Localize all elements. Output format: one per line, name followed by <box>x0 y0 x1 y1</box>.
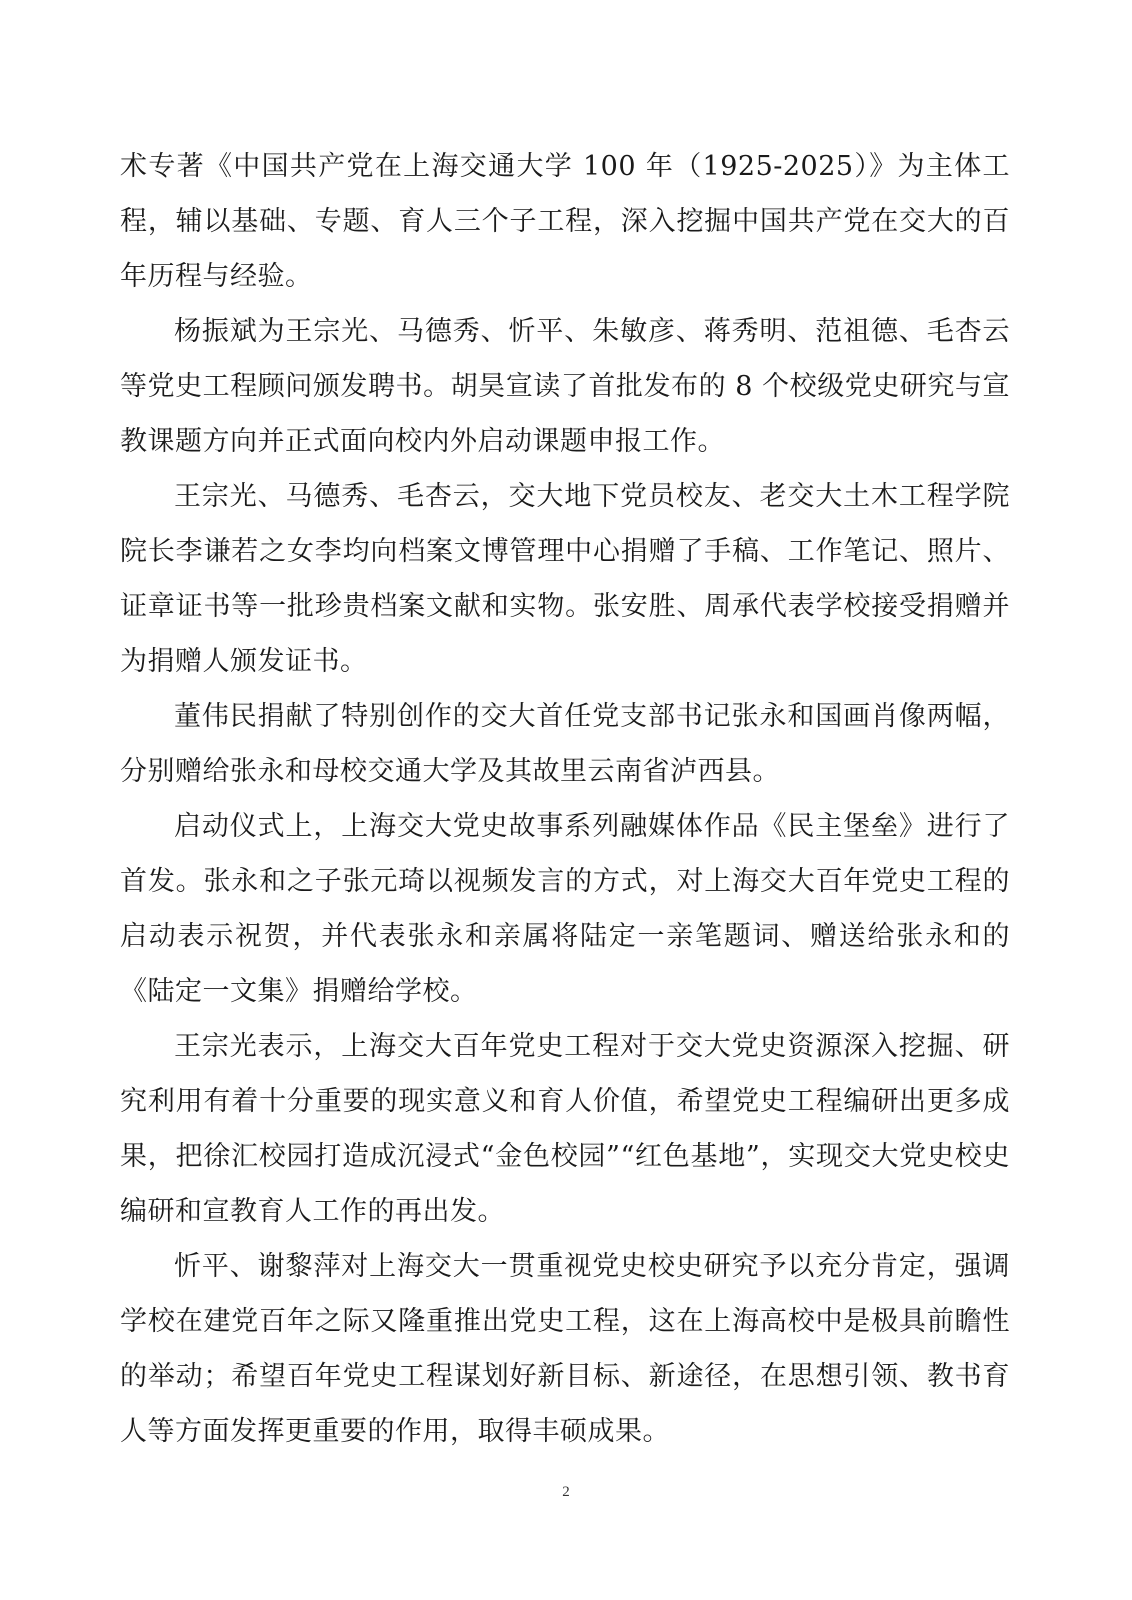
paragraph-donations: 王宗光、马德秀、毛杏云，交大地下党员校友、老交大土木工程学院院长李谦若之女李均向档案文博管理中心捐赠了手稿、工作笔记、照片、证章证书等一批珍贵档案文献和实物。张安胜、周承代表学校接受捐赠并为捐赠人颁发证书。 <box>120 481 1010 677</box>
body-text <box>120 139 1010 1459</box>
paragraph-remarks-xin-xie: 忻平、谢黎萍对上海交大一贯重视党史校史研究予以充分肯定，强调学校在建党百年之际又隆重推出党史工程，这在上海高校中是极具前瞻性的举动；希望百年党史工程谋划好新目标、新途径，在思想引领、教书育人等方面发挥更重要的作用，取得丰硕成果。 <box>120 1251 1010 1447</box>
paragraph-portraits: 董伟民捐献了特别创作的交大首任党支部书记张永和国画肖像两幅，分别赠给张永和母校交通大学及其故里云南省泸西县。 <box>120 701 1010 787</box>
page-number: 2 <box>562 1484 570 1500</box>
paragraph-remarks-wang: 王宗光表示，上海交大百年党史工程对于交大党史资源深入挖掘、研究利用有着十分重要的现实意义和育人价值，希望党史工程编研出更多成果，把徐汇校园打造成沉浸式“金色校园”“红色基地”，实现交大党史校史编研和宣教育人工作的再出发。 <box>120 1031 1010 1227</box>
paragraph-continued: 术专著《中国共产党在上海交通大学 100 年（1925-2025）》为主体工程，辅以基础、专题、育人三个子工程，深入挖掘中国共产党在交大的百年历程与经验。 <box>120 151 1010 292</box>
paragraph-consultants: 杨振斌为王宗光、马德秀、忻平、朱敏彦、蒋秀明、范祖德、毛杏云等党史工程顾问颁发聘书。胡昊宣读了首批发布的 8 个校级党史研究与宣教课题方向并正式面向校内外启动课题申报工作。 <box>120 316 1010 457</box>
paragraph-ceremony: 启动仪式上，上海交大党史故事系列融媒体作品《民主堡垒》进行了首发。张永和之子张元琦以视频发言的方式，对上海交大百年党史工程的启动表示祝贺，并代表张永和亲属将陆定一亲笔题词、赠送给张永和的《陆定一文集》捐赠给学校。 <box>120 811 1010 1007</box>
